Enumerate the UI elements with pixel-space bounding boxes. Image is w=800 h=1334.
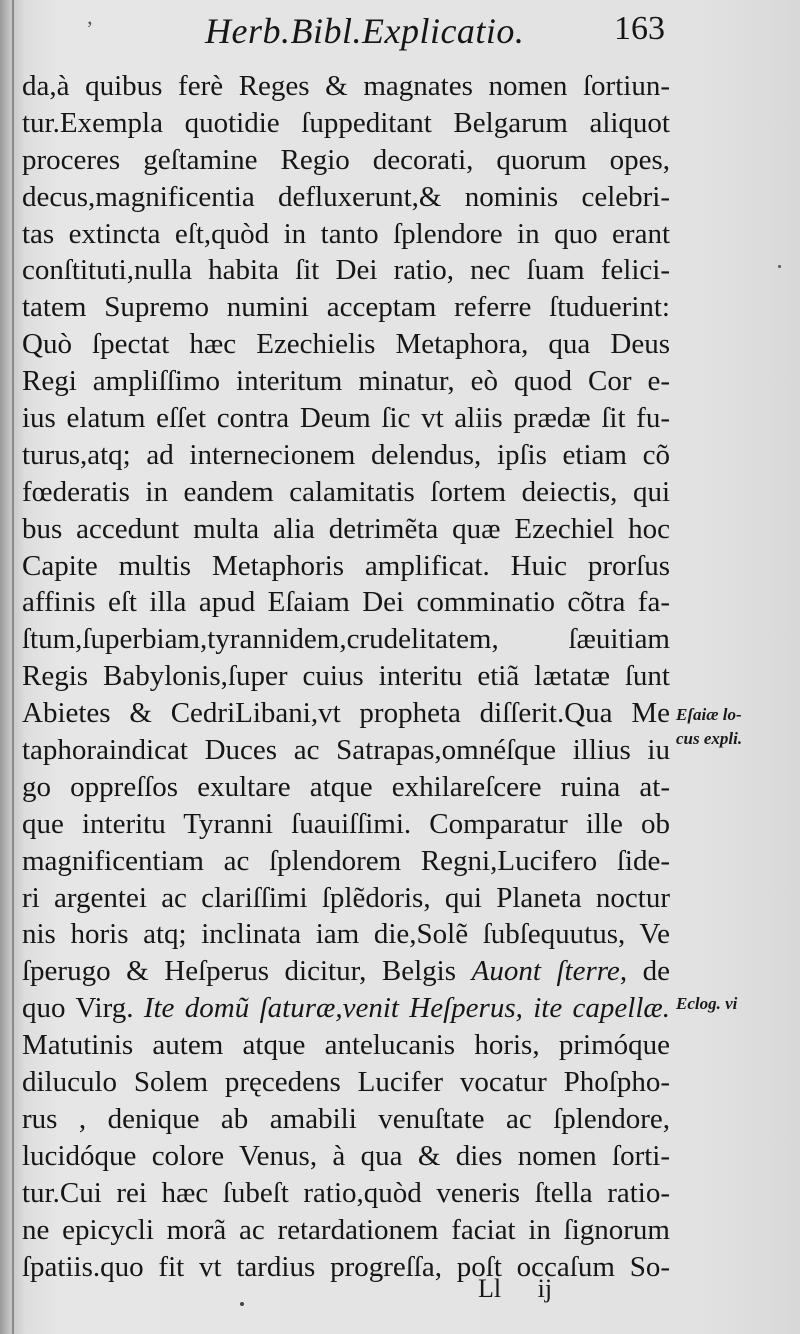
paper-speck — [240, 1302, 244, 1306]
text-line-with-italic — [22, 953, 670, 990]
page-number: 163 — [614, 10, 665, 47]
text-line: ius elatum eſſet contra Deum ſic vt aliis prædæ ſit fu- — [22, 402, 670, 435]
text-line: taphoraindicat Duces ac Satrapas,omnéſque illius iu — [22, 734, 670, 767]
text-line: tas extincta eſt,quòd in tanto ſplendore in quo erant — [22, 217, 670, 250]
text-line: Matutinis autem atque antelucanis horis, primóque — [22, 1029, 670, 1062]
text-line: ſtum,ſuperbiam,tyrannidem,crudelitatem, ſæuitiam — [22, 623, 670, 656]
text-segment: ſperugo & Heſperus dicitur, Belgis — [22, 955, 457, 988]
signature-mark: Ll ij — [478, 1274, 553, 1303]
italic-quotation: Ite domũ ſaturæ,venit Heſperus, ite capellæ. — [143, 992, 670, 1025]
text-line: Quò ſpectat hæc Ezechielis Metaphora, qua Deus — [22, 328, 670, 361]
text-line: magnificentiam ac ſplendorem Regni,Lucifero ſide- — [22, 844, 670, 877]
margin-note-eclogue: Eclog. vi — [676, 994, 738, 1013]
body-text — [22, 68, 670, 1285]
text-line: Regis Babylonis,ſuper cuius interitu etiã lætatæ ſunt — [22, 660, 670, 693]
binding-gutter — [12, 0, 14, 1334]
text-segment: , de — [619, 955, 670, 988]
text-segment: quo Virg. — [22, 992, 134, 1025]
text-line: bus accedunt multa alia detrimẽta quæ Ezechiel hoc — [22, 512, 670, 545]
text-line: tatem Supremo numini acceptam referre ſtuduerint: — [22, 291, 670, 324]
margin-note — [676, 703, 742, 751]
text-line: decus,magnificentia defluxerunt,& nominis celebri- — [22, 180, 670, 213]
text-line: que interitu Tyranni ſuauiſſimi. Comparatur ille ob — [22, 807, 670, 840]
italic-phrase: Auont ſterre — [471, 955, 620, 988]
margin-note-line: Eſaiæ lo- — [676, 705, 742, 724]
text-line: ne epicycli morã ac retardationem faciat in ſignorum — [22, 1213, 670, 1246]
text-line: tur.Exempla quotidie ſuppeditant Belgarum aliquot — [22, 106, 670, 139]
text-line: Regi ampliſſimo interitum minatur, eò quod Cor e- — [22, 365, 670, 398]
text-line: go oppreſſos exultare atque exhilareſcere ruina at- — [22, 770, 670, 803]
text-line: Abietes & CedriLibani,vt propheta diſſerit.Qua Me — [22, 697, 670, 730]
text-line: conſtituti,nulla habita ſit Dei ratio, nec ſuam felici- — [22, 254, 670, 287]
running-title: Herb.Bibl.Explicatio. — [205, 11, 525, 51]
text-line: lucidóque colore Venus, à qua & dies nomen ſorti- — [22, 1139, 670, 1172]
margin-note-line: cus expli. — [676, 729, 743, 748]
text-line: fœderatis in eandem calamitatis ſortem deiectis, qui — [22, 475, 670, 508]
text-line: proceres geſtamine Regio decorati, quorum opes, — [22, 143, 670, 176]
text-line: tur.Cui rei hæc ſubeſt ratio,quòd veneris ſtella ratio- — [22, 1176, 670, 1209]
text-line: affinis eſt illa apud Eſaiam Dei comminatio cõtra fa- — [22, 586, 670, 619]
text-line: diluculo Solem pręcedens Lucifer vocatur Phoſpho- — [22, 1066, 670, 1099]
text-line: rus , denique ab amabili venuſtate ac ſplendore, — [22, 1102, 670, 1135]
text-line: ſpatiis.quo fit vt tardius progreſſa, poſt occaſum So- — [22, 1250, 670, 1283]
paper-speck — [778, 265, 781, 268]
text-line: Capite multis Metaphoris amplificat. Huic prorſus — [22, 549, 670, 582]
text-line: turus,atq; ad internecionem delendus, ipſis etiam cõ — [22, 438, 670, 471]
text-line-with-italic — [22, 990, 670, 1027]
page-header — [0, 8, 800, 56]
text-line: ri argentei ac clariſſimi ſplẽdoris, qui Planeta noctur — [22, 881, 670, 914]
text-line: nis horis atq; inclinata iam die,Solẽ ſubſequutus, Ve — [22, 918, 670, 951]
text-line: da,à quibus ferè Reges & magnates nomen ſortiun- — [22, 70, 670, 102]
header-mark: ’ — [86, 16, 94, 41]
